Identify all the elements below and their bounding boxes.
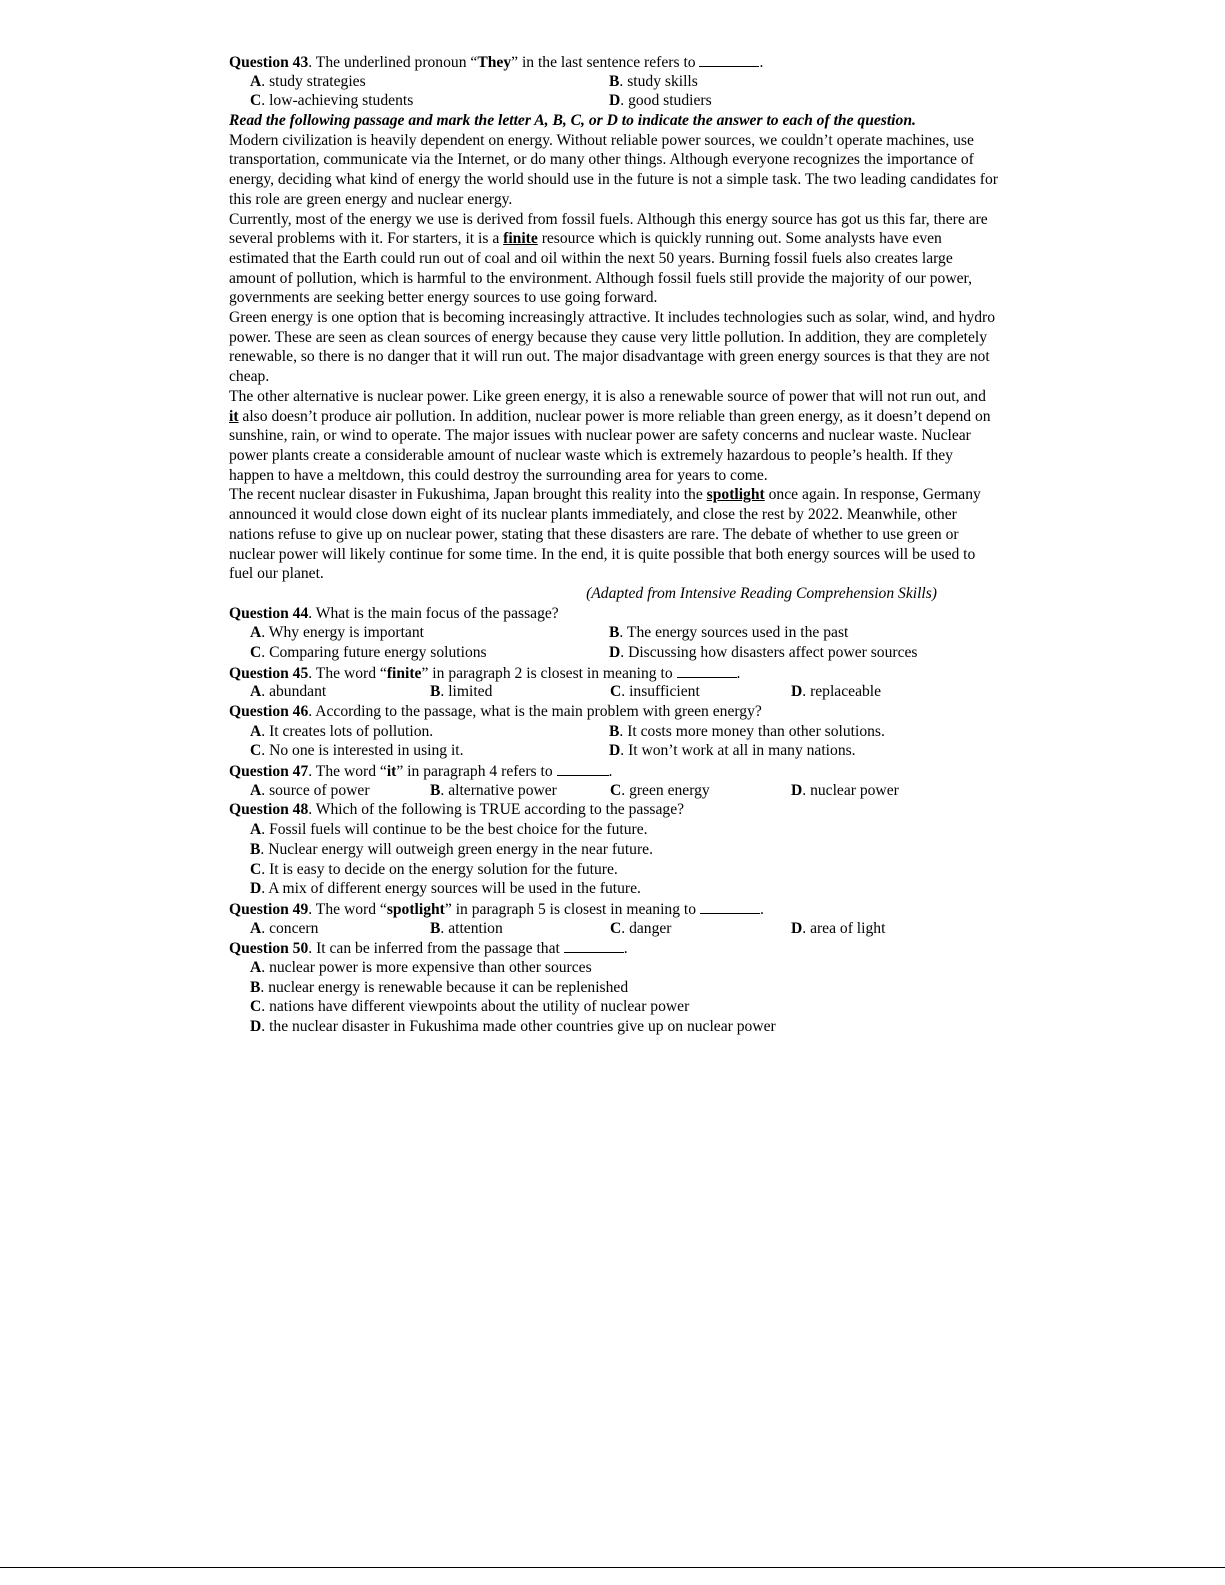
option-row xyxy=(229,781,999,801)
option-d: D. good studiers xyxy=(609,92,712,110)
option-row xyxy=(229,919,999,939)
option-row xyxy=(229,72,999,92)
option-a: A. Fossil fuels will continue to be the best choice for the future. xyxy=(250,821,648,839)
question-keyword: spotlight xyxy=(386,900,445,918)
page-bottom-divider xyxy=(0,1567,1225,1568)
passage-paragraph-5: The recent nuclear disaster in Fukushima, Japan brought this reality into the spotlight once again. In response, Germany announced it would close down eight of its nuclear plants immediately, and close the rest by 2022. Meanwhile, other nations refuse to give up on nuclear power, stating that these disasters are rare. The debate of whether to use green or nuclear power will likely continue for some time. In the end, it is quite possible that both energy sources will be used to fuel our planet. xyxy=(229,486,981,583)
option-a: A. It creates lots of pollution. xyxy=(250,722,434,740)
question-text: . What is the main focus of the passage? xyxy=(308,604,559,622)
option-a: A. study strategies xyxy=(250,72,366,90)
question-47: Question 47. The word “it” in paragraph 4 refers to . xyxy=(229,763,613,781)
option-d: D. A mix of different energy sources will be used in the future. xyxy=(250,880,641,898)
question-label: Question 45 xyxy=(229,664,309,682)
passage-paragraph-4: The other alternative is nuclear power. Like green energy, it is also a renewable source of power that will not run out, and it also doesn’t produce air pollution. In addition, nuclear power is more reliable than green energy, as it doesn’t depend on sunshine, rain, or wind to operate. The major issues with nuclear power are safety concerns and nuclear waste. Nuclear power plants create a considerable amount of nuclear waste which is extremely hazardous to people’s health. If they happen to have a meltdown, this could destroy the surrounding area for years to come. xyxy=(229,387,991,484)
option-row xyxy=(229,623,999,643)
option-b: B. nuclear energy is renewable because it can be replenished xyxy=(250,978,629,996)
question-keyword: They xyxy=(477,54,512,71)
passage-source: (Adapted from Intensive Reading Comprehension Skills) xyxy=(586,584,937,602)
option-b: B. alternative power xyxy=(430,781,557,799)
option-b: B. Nuclear energy will outweigh green energy in the near future. xyxy=(250,840,653,858)
answer-blank xyxy=(700,899,760,914)
answer-blank xyxy=(677,663,737,678)
question-44 xyxy=(229,604,999,624)
option-c: C. insufficient xyxy=(610,683,700,701)
exam-page xyxy=(229,52,999,1037)
option-c: C. danger xyxy=(610,919,672,937)
option-c: C. It is easy to decide on the energy solution for the future. xyxy=(250,860,618,878)
underlined-word-finite: finite xyxy=(503,230,538,248)
option-a: A. abundant xyxy=(250,683,327,701)
option-b: B. The energy sources used in the past xyxy=(609,624,849,642)
underlined-word-it: it xyxy=(229,407,239,425)
question-text: . Which of the following is TRUE according to the passage? xyxy=(308,801,685,819)
question-label: Question 50 xyxy=(229,940,309,958)
option-row xyxy=(229,741,999,761)
option-a: A. Why energy is important xyxy=(250,624,424,642)
question-keyword: it xyxy=(386,763,397,781)
underlined-word-spotlight: spotlight xyxy=(706,486,765,504)
section-instruction: Read the following passage and mark the letter A, B, C, or D to indicate the answer to each of the question. xyxy=(229,112,916,130)
question-50: Question 50. It can be inferred from the passage that . xyxy=(229,940,628,958)
question-49: Question 49. The word “spotlight” in paragraph 5 is closest in meaning to . xyxy=(229,900,764,918)
question-text: . The underlined pronoun “ xyxy=(308,54,478,71)
option-row xyxy=(229,643,999,663)
question-45: Question 45. The word “finite” in paragraph 2 is closest in meaning to . xyxy=(229,664,741,682)
question-46 xyxy=(229,702,999,722)
answer-blank xyxy=(564,938,624,953)
question-label: Question 46 xyxy=(229,703,309,721)
question-keyword: finite xyxy=(386,664,422,682)
question-label: Question 44 xyxy=(229,604,309,622)
option-d: D. replaceable xyxy=(791,683,882,701)
question-48 xyxy=(229,800,999,820)
option-d: D. the nuclear disaster in Fukushima made other countries give up on nuclear power xyxy=(250,1018,776,1036)
question-text: ” in the last sentence refers to xyxy=(511,54,696,71)
answer-blank xyxy=(699,52,759,67)
question-label: Question 43 xyxy=(229,54,309,71)
passage-paragraph-2: Currently, most of the energy we use is derived from fossil fuels. Although this energy source has got us this far, there are several problems with it. For starters, it is a finite resource which is quickly running out. Some analysts have even estimated that the Earth could run out of coal and oil within the next 50 years. Burning fossil fuels also creates large amount of pollution, which is harmful to the environment. Although fossil fuels still provide the majority of our power, governments are seeking better energy sources to use going forward. xyxy=(229,210,988,307)
question-text: . According to the passage, what is the main problem with green energy? xyxy=(308,703,762,721)
option-row xyxy=(229,722,999,742)
option-row xyxy=(229,91,999,111)
option-b: B. It costs more money than other solutions. xyxy=(609,722,885,740)
option-c: C. No one is interested in using it. xyxy=(250,742,464,760)
question-label: Question 49 xyxy=(229,900,309,918)
passage-paragraph-1: Modern civilization is heavily dependent on energy. Without reliable power sources, we couldn’t operate machines, use transportation, communicate via the Internet, or do many other things. Although everyone recognizes the importance of energy, deciding what kind of energy the world should use in the future is not a simple task. The two leading candidates for this role are green energy and nuclear energy. xyxy=(229,131,998,208)
option-d: D. Discussing how disasters affect power sources xyxy=(609,643,918,661)
option-d: D. area of light xyxy=(791,919,886,937)
answer-blank xyxy=(557,761,609,776)
option-c: C. Comparing future energy solutions xyxy=(250,643,487,661)
option-c: C. nations have different viewpoints about the utility of nuclear power xyxy=(250,998,690,1016)
option-row xyxy=(229,682,999,702)
option-a: A. concern xyxy=(250,919,319,937)
option-b: B. limited xyxy=(430,683,493,701)
question-label: Question 47 xyxy=(229,763,309,781)
option-a: A. source of power xyxy=(250,781,370,799)
question-43: Question 43. The underlined pronoun “They” in the last sentence refers to . xyxy=(229,54,764,71)
option-a: A. nuclear power is more expensive than other sources xyxy=(250,958,592,976)
option-c: C. low-achieving students xyxy=(250,92,414,110)
option-d: D. It won’t work at all in many nations. xyxy=(609,742,856,760)
passage-paragraph-3: Green energy is one option that is becoming increasingly attractive. It includes technologies such as solar, wind, and hydro power. These are seen as clean sources of energy because they cause very little pollution. In addition, they are completely renewable, so there is no danger that it will run out. The major disadvantage with green energy sources is that they are not cheap. xyxy=(229,309,996,386)
option-b: B. study skills xyxy=(609,72,698,90)
option-b: B. attention xyxy=(430,919,503,937)
option-c: C. green energy xyxy=(610,781,710,799)
question-label: Question 48 xyxy=(229,801,309,819)
option-d: D. nuclear power xyxy=(791,781,899,799)
